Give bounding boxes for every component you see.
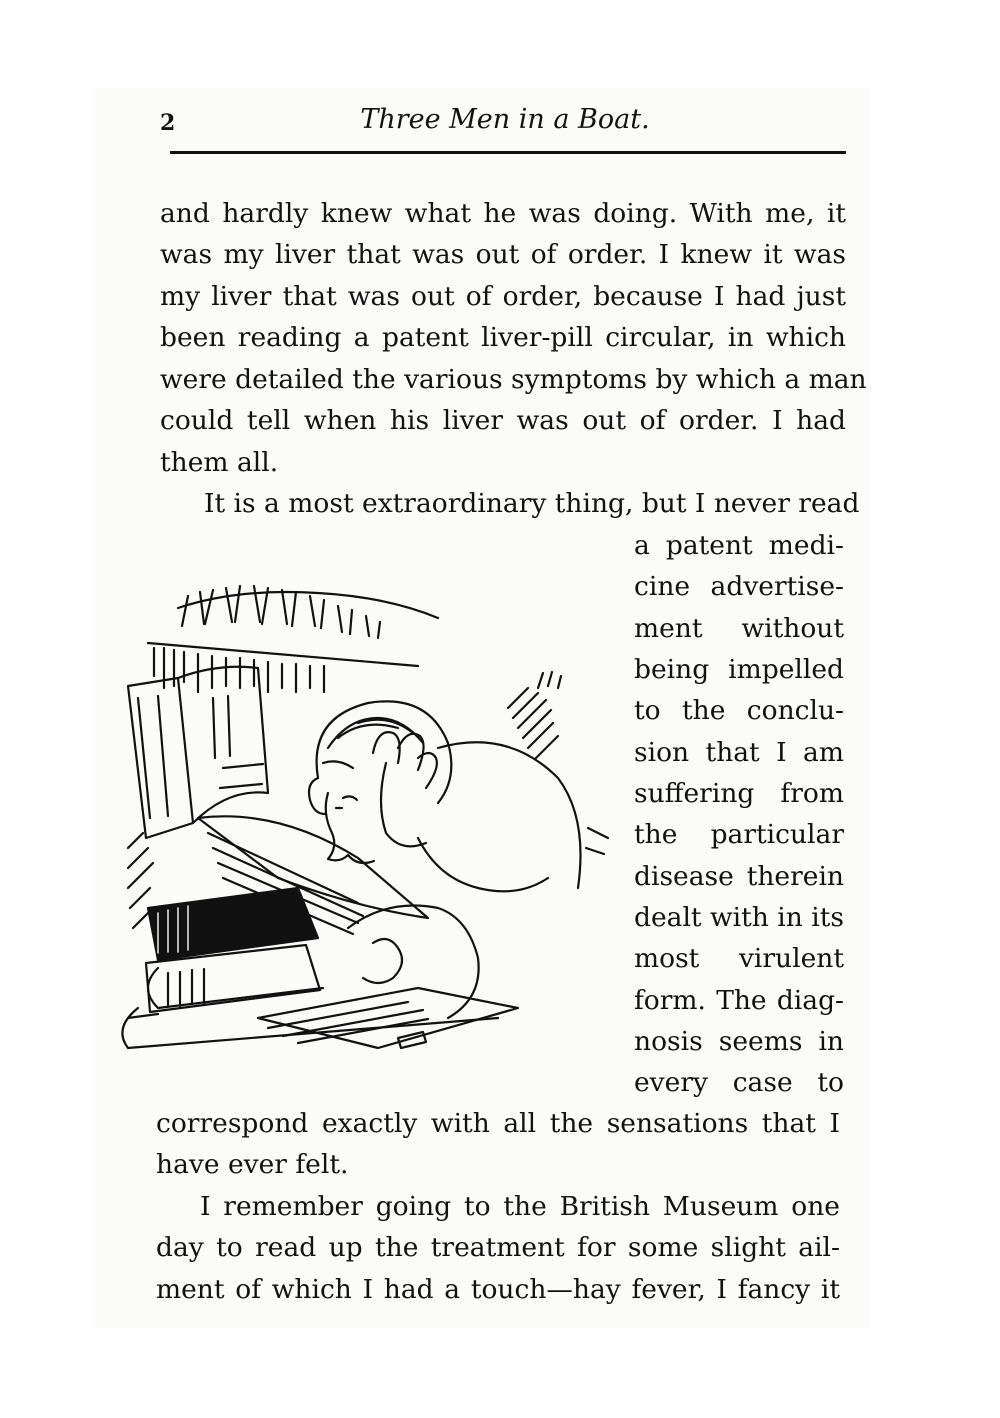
text-line: been reading a patent liver-pill circular, in which [160, 322, 846, 353]
text-line: nosis seems in [634, 1026, 844, 1057]
text-line: most virulent [634, 943, 844, 974]
text-line: ment of which I had a touch—hay fever, I fancy it [156, 1274, 840, 1305]
text-line: suffering from [634, 778, 844, 809]
page-header [160, 104, 850, 144]
text-line: to the conclu- [634, 695, 844, 726]
text-line: and hardly knew what he was doing. With me, it [160, 198, 846, 229]
text-line: day to read up the treatment for some slight ail- [156, 1232, 840, 1263]
text-line: the particular [634, 819, 844, 850]
text-line: dealt with in its [634, 902, 844, 933]
illustration-man-reading [118, 548, 616, 1068]
running-title: Three Men in a Boat. [360, 104, 650, 135]
text-line: form. The diag- [634, 985, 844, 1016]
text-line: cine advertise- [634, 571, 844, 602]
text-line: ment without [634, 613, 844, 644]
text-line: my liver that was out of order, because I had just [160, 281, 846, 312]
text-line: have ever felt. [156, 1149, 349, 1180]
text-line: a patent medi- [634, 530, 844, 561]
header-rule [170, 151, 846, 154]
text-line: every case to [634, 1067, 844, 1098]
text-line: sion that I am [634, 737, 844, 768]
text-line: them all. [160, 447, 279, 478]
text-line: correspond exactly with all the sensations that I [156, 1108, 840, 1139]
page-number: 2 [160, 110, 176, 136]
paragraph-first-line: It is a most extraordinary thing, but I never read [204, 488, 860, 519]
text-line: was my liver that was out of order. I knew it was [160, 239, 846, 270]
text-line: disease therein [634, 861, 844, 892]
paragraph-first-line: I remember going to the British Museum one [200, 1191, 840, 1222]
text-line: being impelled [634, 654, 844, 685]
text-line: were detailed the various symptoms by which a man [160, 364, 867, 395]
text-line: could tell when his liver was out of order. I had [160, 405, 846, 436]
